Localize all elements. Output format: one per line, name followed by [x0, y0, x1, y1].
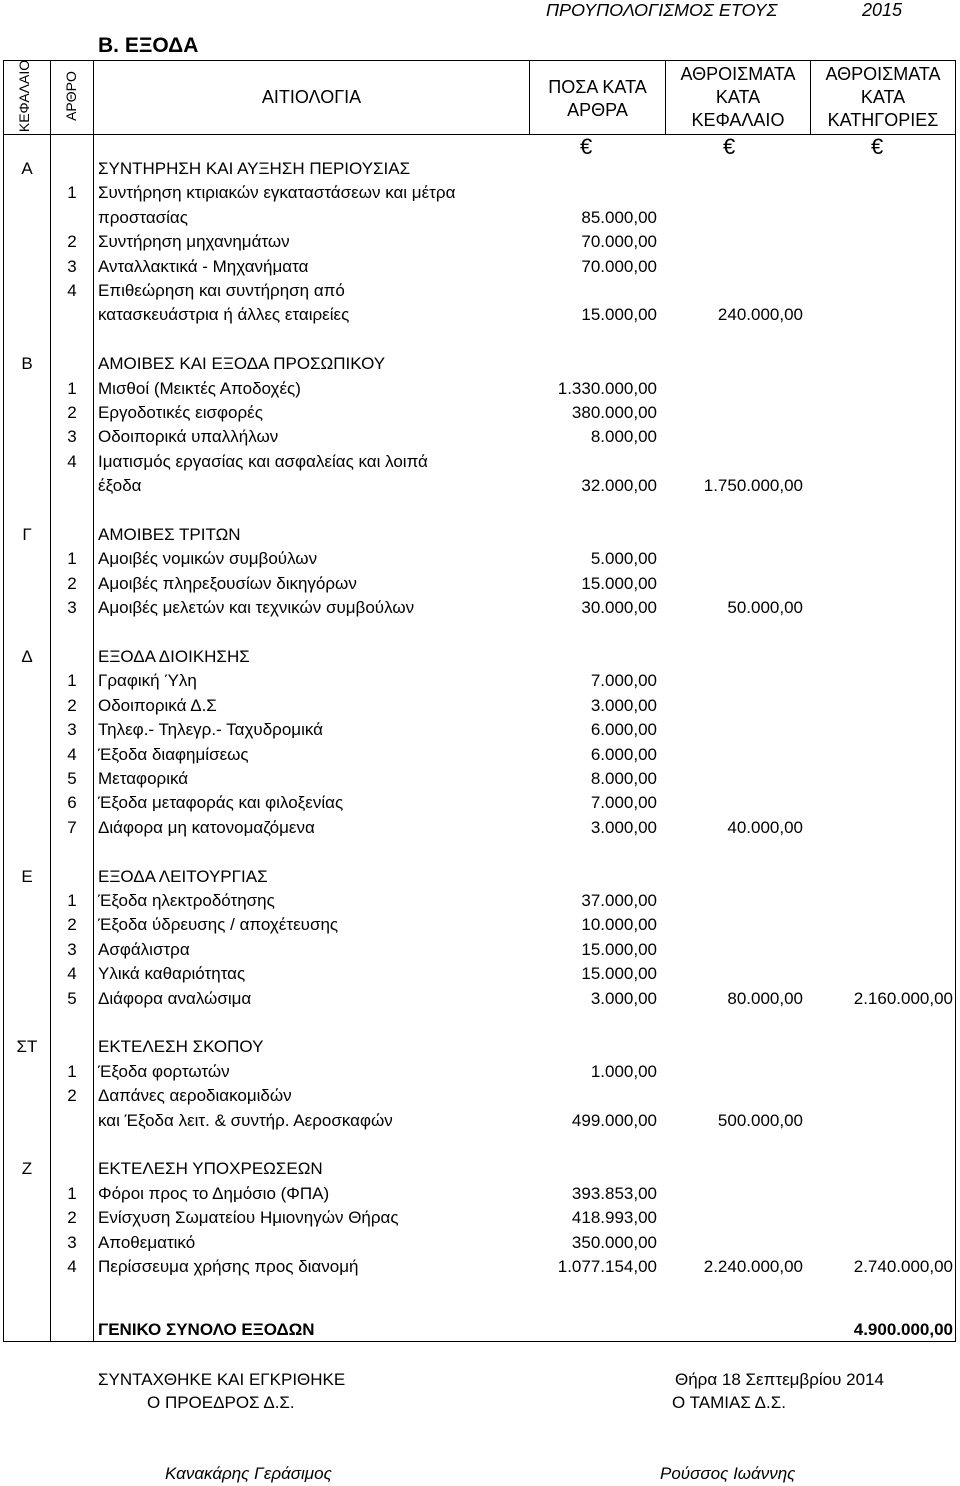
row-amount: 8.000,00	[590, 769, 657, 788]
row-article: 4	[67, 964, 77, 984]
row-article: 3	[67, 1232, 77, 1252]
row-amount: 15.000,00	[581, 964, 657, 984]
row-description: Έξοδα ύδρευσης / αποχέτευσης	[98, 915, 339, 935]
row-amount: 7.000,00	[590, 671, 657, 691]
row-article: 2	[67, 915, 77, 935]
row-description: Ασφάλιστρα	[98, 939, 190, 959]
budget-label: ΠΡΟΥΠΟΛΟΓΙΣΜΟΣ ΕΤΟΥΣ	[546, 0, 778, 20]
row-description: ΑΜΟΙΒΕΣ ΤΡΙΤΩΝ	[98, 525, 241, 544]
row-amount: 1.330.000,00	[557, 378, 657, 398]
row-amount: 5.000,00	[590, 549, 657, 569]
row-amount: 3.000,00	[590, 817, 657, 837]
row-article: 1	[67, 1183, 77, 1203]
approved-text: ΣΥΝΤΑΧΘΗΚΕ ΚΑΙ ΕΓΚΡΙΘΗΚΕ	[98, 1370, 346, 1389]
row-description: Αμοιβές νομικών συμβούλων	[98, 549, 318, 569]
row-chapter: ΣΤ	[16, 1037, 38, 1057]
row-article: 4	[67, 744, 77, 764]
article-column-header: ΑΡΘΡΟ	[63, 71, 79, 121]
row-description: Συντήρηση κτιριακών εγκαταστάσεων και μέτρα	[98, 183, 456, 203]
euro-sign-category: €	[871, 134, 884, 159]
row-description: Οδοιπορικά υπαλλήλων	[98, 427, 279, 447]
treasurer-name: Ρούσσος Ιωάννης	[660, 1464, 796, 1483]
row-description: Αμοιβές μελετών και τεχνικών συμβούλων	[98, 598, 415, 618]
president-title: Ο ΠΡΟΕΔΡΟΣ Δ.Σ.	[147, 1393, 295, 1412]
row-article: 4	[67, 1257, 77, 1276]
row-description: και Έξοδα λειτ. & συντήρ. Αεροσκαφών	[98, 1110, 393, 1130]
row-amount: 8.000,00	[590, 427, 657, 447]
row-amount: 15.000,00	[581, 939, 657, 959]
row-article: 2	[67, 695, 77, 715]
row-article: 4	[67, 451, 77, 471]
row-description: ΑΜΟΙΒΕΣ ΚΑΙ ΕΞΟΔΑ ΠΡΟΣΩΠΙΚΟΥ	[98, 354, 386, 374]
president-name: Κανακάρης Γεράσιμος	[165, 1464, 332, 1483]
row-article: 3	[67, 720, 77, 740]
row-amount: 7.000,00	[590, 793, 657, 813]
row-description: ΣΥΝΤΗΡΗΣΗ ΚΑΙ ΑΥΞΗΣΗ ΠΕΡΙΟΥΣΙΑΣ	[98, 159, 411, 178]
row-description: Ιματισμός εργασίας και ασφαλείας και λοιπά	[98, 451, 428, 471]
budget-year: 2015	[862, 0, 903, 20]
row-amount: 15.000,00	[581, 305, 657, 325]
row-chapter: Ζ	[21, 1159, 33, 1179]
row-amount: 1.000,00	[590, 1061, 657, 1081]
row-amount: 393.853,00	[571, 1183, 657, 1203]
grand-total-label: ΓΕΝΙΚΟ ΣΥΝΟΛΟ ΕΞΟΔΩΝ	[98, 1320, 315, 1339]
row-description: Επιθεώρηση και συντήρηση από	[98, 281, 345, 300]
row-chapter-total: 50.000,00	[727, 598, 803, 618]
place-date: Θήρα 18 Σεπτεμβρίου 2014	[675, 1370, 884, 1389]
grand-total-value: 4.900.000,00	[853, 1320, 953, 1339]
row-amount: 350.000,00	[571, 1232, 657, 1252]
row-description: Συντήρηση μηχανημάτων	[98, 232, 290, 252]
row-description: Μεταφορικά	[98, 769, 189, 788]
treasurer-title: Ο ΤΑΜΙΑΣ Δ.Σ.	[672, 1393, 786, 1412]
row-chapter-total: 2.240.000,00	[703, 1257, 803, 1276]
row-article: 6	[67, 793, 77, 813]
row-article: 1	[67, 891, 77, 910]
row-amount: 6.000,00	[590, 720, 657, 740]
row-article: 1	[67, 1061, 77, 1081]
row-chapter-total: 240.000,00	[717, 305, 803, 325]
row-article: 2	[67, 232, 77, 252]
row-description: Μισθοί (Μεικτές Αποδοχές)	[98, 378, 301, 398]
row-description: Διάφορα μη κατονομαζόμενα	[98, 817, 315, 837]
row-description: Αμοιβές πληρεξουσίων δικηγόρων	[98, 573, 357, 593]
row-description: Φόροι προς το Δημόσιο (ΦΠΑ)	[98, 1183, 330, 1203]
row-chapter: Β	[21, 354, 33, 374]
row-description: ΕΞΟΔΑ ΔΙΟΙΚΗΣΗΣ	[98, 647, 250, 666]
row-description: προστασίας	[98, 207, 188, 227]
row-article: 1	[67, 183, 77, 203]
row-description: Γραφική Ύλη	[98, 671, 197, 691]
row-amount: 32.000,00	[581, 476, 657, 496]
row-amount: 85.000,00	[581, 207, 657, 227]
row-category-total: 2.160.000,00	[853, 988, 953, 1008]
row-amount: 499.000,00	[571, 1110, 657, 1130]
row-description: Έξοδα μεταφοράς και φιλοξενίας	[98, 793, 344, 813]
row-description: Έξοδα φορτωτών	[98, 1061, 230, 1081]
row-description: ΕΞΟΔΑ ΛΕΙΤΟΥΡΓΙΑΣ	[98, 866, 268, 886]
total-category-header: ΑΘΡΟΙΣΜΑΤΑ ΚΑΤΑ ΚΑΤΗΓΟΡΙΕΣ	[825, 64, 941, 130]
row-chapter: Α	[21, 159, 33, 178]
row-description: Δαπάνες αεροδιακομιδών	[98, 1086, 292, 1106]
row-description: Έξοδα διαφημίσεως	[98, 744, 249, 764]
row-amount: 15.000,00	[581, 573, 657, 593]
row-article: 2	[67, 1086, 77, 1106]
row-chapter-total: 1.750.000,00	[703, 476, 803, 496]
row-article: 3	[67, 256, 77, 276]
row-description: Αποθεματικό	[98, 1232, 196, 1252]
row-description: Διάφορα αναλώσιμα	[98, 988, 252, 1008]
row-description: Υλικά καθαριότητας	[98, 964, 246, 984]
row-description: κατασκευάστρια ή άλλες εταιρείες	[98, 305, 350, 325]
amount-article-header: ΠΟΣΑ ΚΑΤΑ ΑΡΘΡΑ	[548, 77, 647, 120]
row-amount: 70.000,00	[581, 232, 657, 252]
total-chapter-header: ΑΘΡΟΙΣΜΑΤΑ ΚΑΤΑ ΚΕΦΑΛΑΙΟ	[680, 64, 796, 130]
row-chapter: Δ	[21, 647, 33, 666]
row-description: Ανταλλακτικά - Μηχανήματα	[98, 256, 309, 276]
row-description: έξοδα	[98, 476, 142, 496]
section-title: Β. ΕΞΟΔΑ	[98, 34, 199, 57]
row-article: 1	[67, 671, 77, 691]
row-article: 3	[67, 427, 77, 447]
row-chapter-total: 500.000,00	[717, 1110, 803, 1130]
row-description: Τηλεφ.- Τηλεγρ.- Ταχυδρομικά	[98, 720, 323, 740]
description-column-header: ΑΙΤΙΟΛΟΓΙΑ	[261, 87, 362, 107]
euro-sign-chapter: €	[723, 134, 736, 159]
row-chapter: Ε	[21, 866, 33, 886]
row-article: 5	[67, 988, 77, 1008]
row-article: 2	[67, 1208, 77, 1228]
euro-sign-amount: €	[580, 134, 593, 159]
row-description: Οδοιπορικά Δ.Σ	[98, 695, 217, 715]
row-article: 3	[67, 598, 77, 618]
row-article: 1	[67, 378, 77, 398]
row-amount: 1.077.154,00	[557, 1257, 657, 1276]
row-description: Περίσσευμα χρήσης προς διανομή	[98, 1257, 359, 1276]
row-amount: 70.000,00	[581, 256, 657, 276]
row-article: 2	[67, 573, 77, 593]
row-chapter-total: 80.000,00	[727, 988, 803, 1008]
row-chapter: Γ	[22, 525, 32, 544]
row-description: Εργοδοτικές εισφορές	[98, 403, 263, 422]
row-amount: 3.000,00	[590, 988, 657, 1008]
row-article: 1	[67, 549, 77, 569]
row-article: 3	[67, 939, 77, 959]
row-category-total: 2.740.000,00	[853, 1257, 953, 1276]
row-article: 4	[67, 281, 77, 300]
row-article: 5	[67, 769, 77, 788]
row-description: Έξοδα ηλεκτροδότησης	[98, 891, 275, 910]
row-amount: 37.000,00	[581, 891, 657, 910]
chapter-column-header: ΚΕΦΑΛΑΙΟ	[16, 59, 32, 133]
row-article: 7	[67, 817, 77, 837]
row-amount: 6.000,00	[590, 744, 657, 764]
row-article: 2	[67, 403, 77, 422]
row-description: Ενίσχυση Σωματείου Ημιονηγών Θήρας	[98, 1208, 399, 1228]
row-description: ΕΚΤΕΛΕΣΗ ΥΠΟΧΡΕΩΣΕΩΝ	[98, 1159, 323, 1179]
row-amount: 10.000,00	[581, 915, 657, 935]
row-description: ΕΚΤΕΛΕΣΗ ΣΚΟΠΟΥ	[98, 1037, 264, 1057]
row-amount: 380.000,00	[571, 403, 657, 422]
row-amount: 418.993,00	[571, 1208, 657, 1228]
row-amount: 3.000,00	[590, 695, 657, 715]
row-amount: 30.000,00	[581, 598, 657, 618]
row-chapter-total: 40.000,00	[727, 817, 803, 837]
